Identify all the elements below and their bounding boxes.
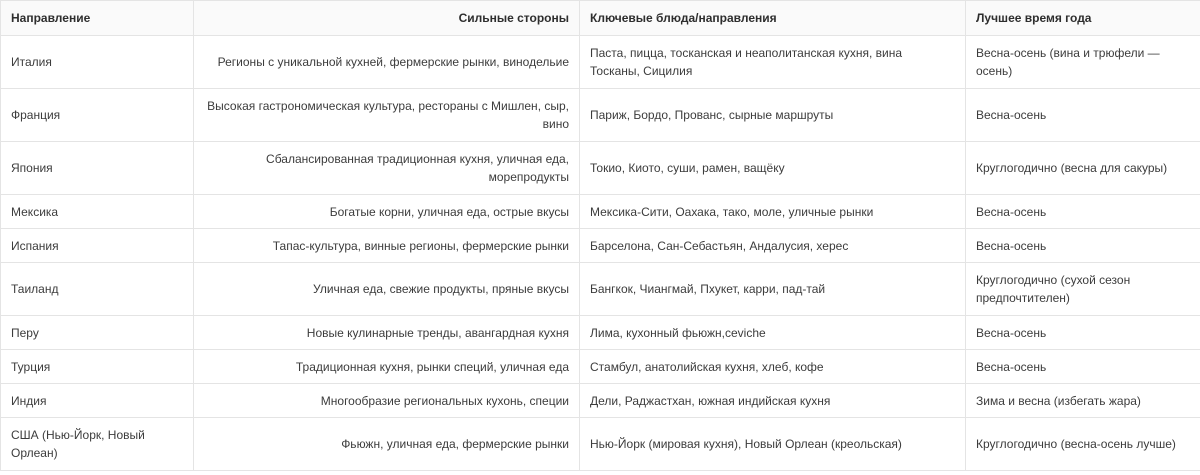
cell-direction: Франция [1,89,194,142]
table-row [1,350,1200,384]
cell-direction: Япония [1,142,194,195]
cell-direction: США (Нью-Йорк, Новый Орлеан) [1,418,194,471]
cell-key-dishes: Стамбул, анатолийская кухня, хлеб, кофе [580,350,966,384]
header-best-season: Лучшее время года [966,1,1200,36]
cell-key-dishes: Мексика-Сити, Оахака, тако, моле, уличные рынки [580,195,966,229]
cell-key-dishes: Паста, пицца, тосканская и неаполитанская кухня, вина Тосканы, Сицилия [580,36,966,89]
cell-strengths: Многообразие региональных кухонь, специи [194,384,580,418]
table-row [1,142,1200,195]
table-row [1,195,1200,229]
cell-direction: Перу [1,316,194,350]
header-key-dishes: Ключевые блюда/направления [580,1,966,36]
cell-key-dishes: Бангкок, Чиангмай, Пхукет, карри, пад-тай [580,263,966,316]
cell-direction: Мексика [1,195,194,229]
cell-direction: Турция [1,350,194,384]
table-row [1,418,1200,471]
header-direction: Направление [1,1,194,36]
table-row [1,89,1200,142]
cell-direction: Италия [1,36,194,89]
cell-best-season: Весна-осень [966,89,1200,142]
cell-key-dishes: Дели, Раджастхан, южная индийская кухня [580,384,966,418]
table-row [1,229,1200,263]
cell-best-season: Круглогодично (весна для сакуры) [966,142,1200,195]
cell-best-season: Круглогодично (весна-осень лучше) [966,418,1200,471]
cell-direction: Индия [1,384,194,418]
cell-key-dishes: Париж, Бордо, Прованс, сырные маршруты [580,89,966,142]
cell-best-season: Весна-осень [966,195,1200,229]
cell-strengths: Традиционная кухня, рынки специй, уличная еда [194,350,580,384]
cell-direction: Испания [1,229,194,263]
table-row [1,316,1200,350]
header-strengths: Сильные стороны [194,1,580,36]
cell-direction: Таиланд [1,263,194,316]
cell-key-dishes: Нью-Йорк (мировая кухня), Новый Орлеан (креольская) [580,418,966,471]
cell-best-season: Весна-осень [966,350,1200,384]
cell-key-dishes: Барселона, Сан-Себастьян, Андалусия, херес [580,229,966,263]
cell-best-season: Весна-осень (вина и трюфели — осень) [966,36,1200,89]
cell-best-season: Весна-осень [966,229,1200,263]
cell-strengths: Регионы с уникальной кухней, фермерские рынки, винодельие [194,36,580,89]
cell-best-season: Зима и весна (избегать жара) [966,384,1200,418]
table-row [1,263,1200,316]
cell-key-dishes: Токио, Киото, суши, рамен, ващёку [580,142,966,195]
cell-strengths: Сбалансированная традиционная кухня, уличная еда, морепродукты [194,142,580,195]
cell-strengths: Высокая гастрономическая культура, рестораны с Мишлен, сыр, вино [194,89,580,142]
table-row [1,384,1200,418]
cell-strengths: Уличная еда, свежие продукты, пряные вкусы [194,263,580,316]
table-row [1,36,1200,89]
table-header-row [1,1,1200,36]
cell-strengths: Новые кулинарные тренды, авангардная кухня [194,316,580,350]
cell-strengths: Богатые корни, уличная еда, острые вкусы [194,195,580,229]
cell-best-season: Весна-осень [966,316,1200,350]
cell-key-dishes: Лима, кухонный фьюжн,ceviche [580,316,966,350]
cell-strengths: Фьюжн, уличная еда, фермерские рынки [194,418,580,471]
cell-best-season: Круглогодично (сухой сезон предпочтителен) [966,263,1200,316]
cell-strengths: Тапас-культура, винные регионы, фермерские рынки [194,229,580,263]
